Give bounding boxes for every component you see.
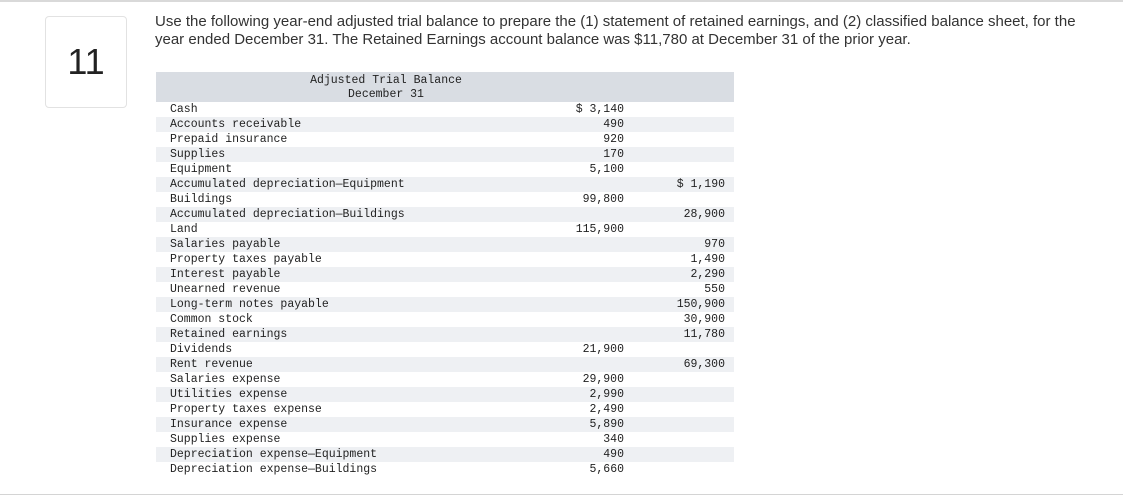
credit-amount: 69,300 [683, 358, 725, 371]
table-row [156, 102, 734, 117]
table-row [156, 117, 734, 132]
table-row [156, 147, 734, 162]
debit-amount: 5,660 [589, 463, 624, 475]
adjusted-trial-balance-table [156, 72, 734, 475]
question-number: 11 [45, 16, 127, 108]
table-row [156, 357, 734, 372]
table-row [156, 192, 734, 207]
debit-amount: 115,900 [575, 223, 624, 236]
table-row [156, 432, 734, 447]
table-row [156, 207, 734, 222]
debit-amount: 2,490 [589, 403, 624, 416]
account-name: Property taxes payable [170, 253, 322, 266]
table-row [156, 282, 734, 297]
table-row [156, 402, 734, 417]
table-date: December 31 [348, 88, 424, 101]
credit-amount: 2,290 [690, 268, 725, 281]
account-name: Utilities expense [170, 388, 288, 401]
account-name: Unearned revenue [170, 283, 281, 296]
account-name: Retained earnings [170, 328, 288, 341]
debit-amount: 99,800 [582, 193, 624, 206]
account-name: Rent revenue [170, 358, 253, 371]
account-name: Supplies [170, 148, 226, 161]
table-row [156, 387, 734, 402]
table-row [156, 132, 734, 147]
debit-amount: 490 [603, 118, 624, 131]
account-name: Buildings [170, 193, 233, 206]
debit-amount: 21,900 [582, 343, 624, 356]
table-title: Adjusted Trial Balance [310, 74, 462, 87]
account-name: Salaries expense [170, 373, 281, 386]
table-row [156, 222, 734, 237]
account-name: Land [170, 223, 198, 236]
credit-amount: 150,900 [676, 298, 725, 311]
account-name: Dividends [170, 343, 233, 356]
account-name: Insurance expense [170, 418, 288, 431]
table-row [156, 267, 734, 282]
table-row [156, 237, 734, 252]
account-name: Accumulated depreciation—Buildings [170, 208, 405, 221]
bottom-divider [0, 494, 1123, 495]
debit-amount: 340 [603, 433, 624, 446]
table-row [156, 177, 734, 192]
account-name: Prepaid insurance [170, 133, 288, 146]
credit-amount: 11,780 [683, 328, 725, 341]
table-row [156, 372, 734, 387]
table-row [156, 342, 734, 357]
debit-amount: $ 3,140 [575, 103, 624, 116]
account-name: Interest payable [170, 268, 281, 281]
table-row [156, 252, 734, 267]
credit-amount: 28,900 [683, 208, 725, 221]
credit-amount: 970 [704, 238, 725, 251]
debit-amount: 5,100 [589, 163, 624, 176]
credit-amount: 1,490 [690, 253, 725, 266]
account-name: Accumulated depreciation—Equipment [170, 178, 405, 191]
debit-amount: 490 [603, 448, 624, 461]
credit-amount: 550 [704, 283, 725, 296]
table-row [156, 162, 734, 177]
account-name: Common stock [170, 313, 253, 326]
account-name: Depreciation expense—Equipment [170, 448, 378, 461]
account-name: Supplies expense [170, 433, 281, 446]
table-row [156, 297, 734, 312]
debit-amount: 170 [603, 148, 624, 161]
table-row [156, 462, 734, 475]
credit-amount: $ 1,190 [676, 178, 725, 191]
table-row [156, 447, 734, 462]
table-row [156, 312, 734, 327]
debit-amount: 29,900 [582, 373, 624, 386]
table-row [156, 327, 734, 342]
top-divider [0, 0, 1123, 2]
account-name: Accounts receivable [170, 118, 302, 131]
debit-amount: 2,990 [589, 388, 624, 401]
credit-amount: 30,900 [683, 313, 725, 326]
account-name: Equipment [170, 163, 233, 176]
debit-amount: 5,890 [589, 418, 624, 431]
account-name: Property taxes expense [170, 403, 322, 416]
account-name: Depreciation expense—Buildings [170, 463, 378, 475]
account-name: Long-term notes payable [170, 298, 329, 311]
table-row [156, 417, 734, 432]
debit-amount: 920 [603, 133, 624, 146]
table-header [156, 72, 734, 102]
table-body [156, 102, 734, 475]
account-name: Salaries payable [170, 238, 281, 251]
question-prompt: Use the following year-end adjusted trial balance to prepare the (1) statement of retained earnings, and (2) classified balance sheet, for the year ended December 31. The Retained Earnings account balance was $11,780 at December 31 of the prior year. [155, 13, 1076, 48]
account-name: Cash [170, 103, 198, 116]
